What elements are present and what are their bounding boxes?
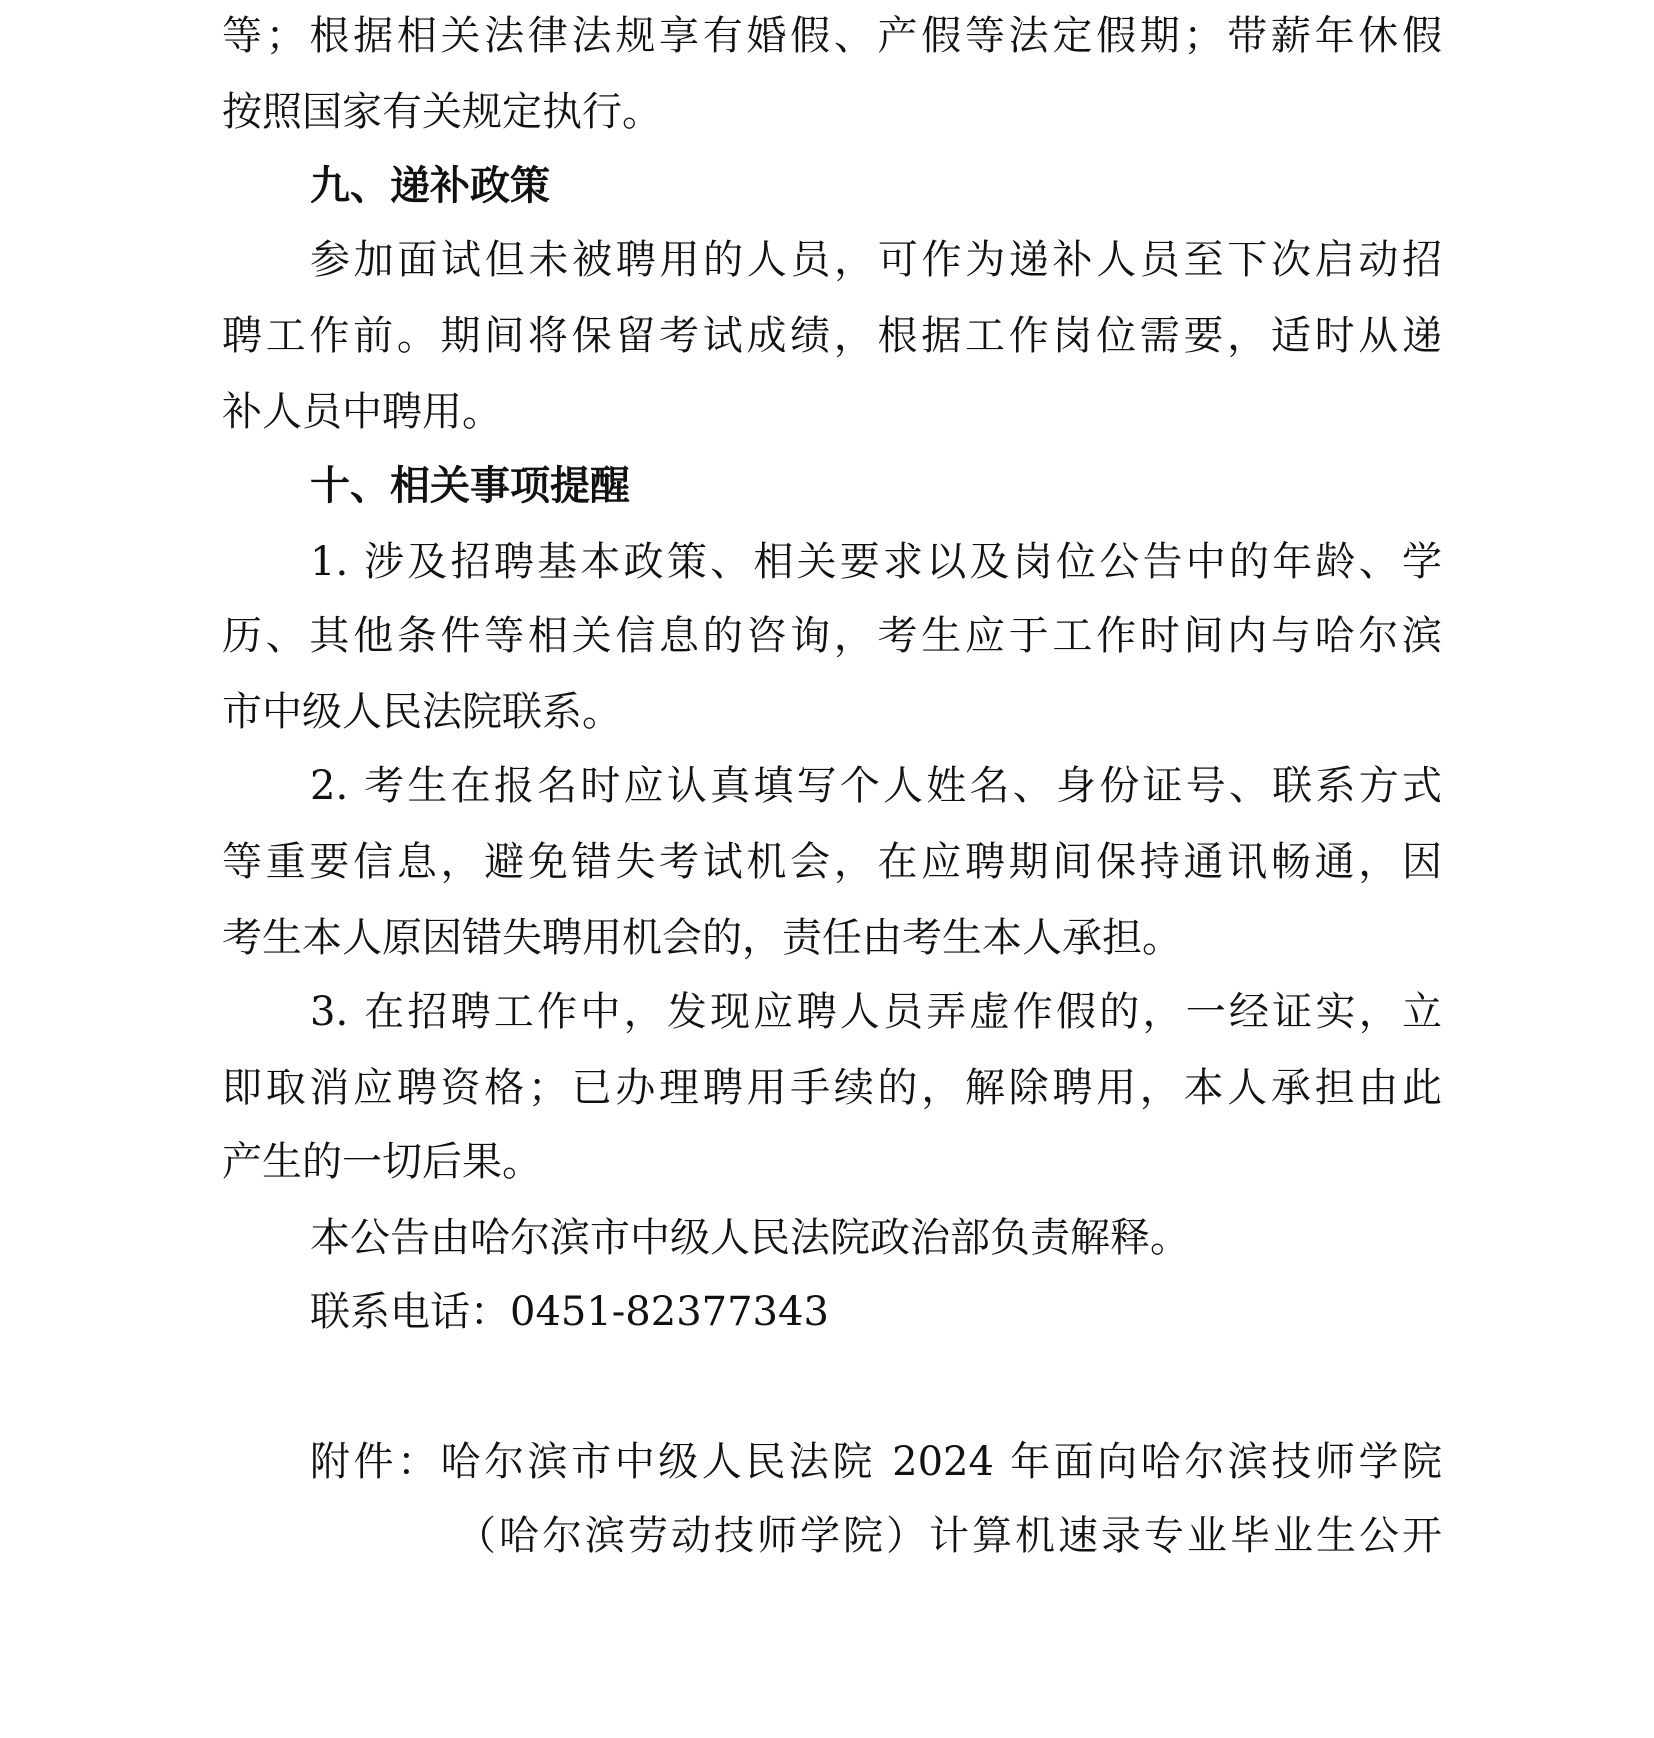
contact-phone: 联系电话：0451-82377343 [310,1289,829,1335]
paragraph-line: 参加面试但未被聘用的人员，可作为递补人员至下次启动招 [310,237,1442,283]
paragraph-line: 即取消应聘资格；已办理聘用手续的，解除聘用，本人承担由此 [222,1065,1442,1111]
paragraph-line: 考生本人原因错失聘用机会的，责任由考生本人承担。 [222,915,1182,961]
attachment-line: （哈尔滨劳动技师学院）计算机速录专业毕业生公开 [456,1513,1442,1559]
paragraph-line: 3. 在招聘工作中，发现应聘人员弄虚作假的，一经证实，立 [310,989,1442,1035]
paragraph-line: 1. 涉及招聘基本政策、相关要求以及岗位公告中的年龄、学 [310,539,1442,585]
paragraph-line: 等重要信息，避免错失考试机会，在应聘期间保持通讯畅通，因 [222,839,1442,885]
paragraph-line: 市中级人民法院联系。 [222,689,622,735]
interpretation-note: 本公告由哈尔滨市中级人民法院政治部负责解释。 [310,1215,1190,1261]
paragraph-line: 补人员中聘用。 [222,389,502,435]
paragraph-line: 聘工作前。期间将保留考试成绩，根据工作岗位需要，适时从递 [222,313,1442,359]
paragraph-line: 产生的一切后果。 [222,1139,542,1185]
paragraph-line: 等；根据相关法律法规享有婚假、产假等法定假期；带薪年休假 [222,13,1442,59]
attachment-line: 附件：哈尔滨市中级人民法院 2024 年面向哈尔滨技师学院 [310,1439,1442,1485]
paragraph-line: 2. 考生在报名时应认真填写个人姓名、身份证号、联系方式 [310,763,1442,809]
section-heading-9: 九、递补政策 [310,163,550,209]
paragraph-line: 历、其他条件等相关信息的咨询，考生应于工作时间内与哈尔滨 [222,613,1442,659]
paragraph-line: 按照国家有关规定执行。 [222,89,662,135]
section-heading-10: 十、相关事项提醒 [310,463,630,509]
